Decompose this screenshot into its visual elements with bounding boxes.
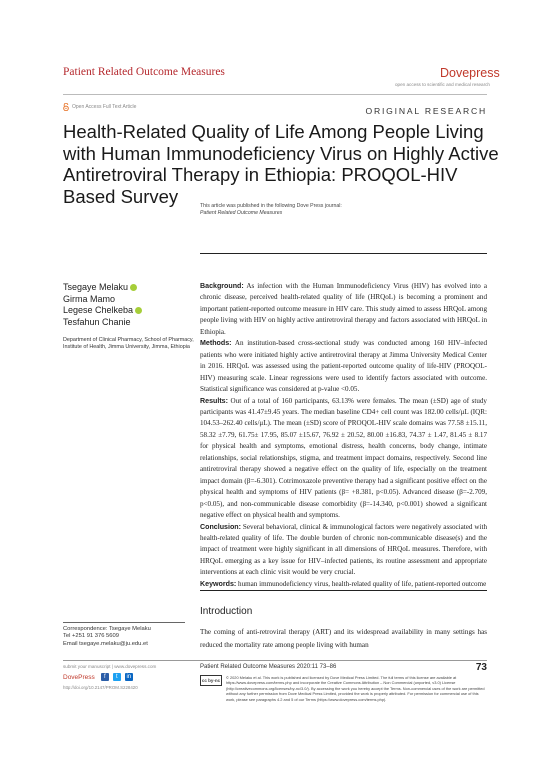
introduction-text: The coming of anti-retroviral therapy (ART) and its widespread availability in many settings has reduced the mortality rate among people living with human [200, 628, 487, 649]
author-name: Tsegaye Melaku [63, 282, 129, 292]
author-item[interactable] [63, 305, 193, 317]
submit-link[interactable]: submit your manuscript | www.dovepress.com [63, 664, 157, 669]
creative-commons-icon[interactable]: cc by-nc [200, 675, 222, 686]
license-block [200, 675, 487, 702]
article-title: Health-Related Quality of Life Among People Living with Human Immunodeficiency Virus on Highly Active Antiretroviral Therapy in Ethiopia: PROQOL-HIV Based Survey [63, 121, 499, 207]
correspondence-email[interactable]: Email tsegaye.melaku@ju.edu.et [63, 640, 148, 647]
keywords-text: human immunodeficiency virus, health-related quality of life, patient-reported outcome [238, 579, 487, 588]
orcid-icon[interactable] [130, 284, 137, 291]
abstract-bottom-divider [200, 590, 487, 591]
results-text: Out of a total of 160 participants, 63.13% were females. The mean (±SD) age of study participants was 41.47±9.45 years. The median baseline CD4+ cell count was 182.00 cells/μL (IQR: 104.53–262.40 cells/μL). The mean (±SD) score of PROQOL-HIV scale domains was 77.58 ±15.11, 58.32 ±7.79, 61.75± 17.95, 85.07 ±15.67, 76.92 ± 20.52, 80.00 ±16.83, 74.37 ± 1.47, 81.45 ± 8.17 for physical health and symptoms, emotional distress, health concerns, body change, intimate relationships, social relationships, stigma, and treatment impact domains, respectively. Second line antiretroviral therapy showed a negative effect on the quality of life, especially on the treatment impact domain (β=-6.301). Cotrimoxazole preventive therapy had a significant positive effect on the physical health and symptoms of HIV patients (β= +8.381, p<0.05). Advanced disease (β=-2.709, p<0.05), and non-communicable disease comorbidity (β=-14.340, p<0.001) showed a significant negative effect on physical health and symptoms. [200, 396, 487, 520]
abstract-keywords [200, 579, 487, 590]
social-links [101, 673, 133, 681]
author-list [63, 282, 193, 328]
abstract-background [200, 281, 487, 338]
journal-name: Patient Related Outcome Measures [63, 66, 225, 78]
header-divider [63, 94, 487, 95]
publication-note-line1: This article was published in the following Dove Press journal: [200, 203, 342, 209]
author-item[interactable] [63, 317, 193, 329]
facebook-icon[interactable]: f [101, 673, 109, 681]
footer-brand-row [63, 673, 133, 681]
affiliation: Department of Clinical Pharmacy, School of Pharmacy, Institute of Health, Jimma University, Jimma, Ethiopia [63, 337, 194, 351]
footer-divider [63, 660, 487, 661]
license-text: © 2020 Melaku et al. This work is published and licensed by Dove Medical Press Limited. The full terms of this license are available at https://www.dovepress.com/terms.php and incorporate the Creative Commons Attribution – Non Commercial (unported, v3.0) License (http://creativecommons.org/licenses/by-nc/3.0/). By accessing the work you hereby accept the Terms. Non-commercial uses of the work are permitted without any further permission from Dove Medical Press Limited, provided the work is properly attributed. For permission for commercial use of this work, please see paragraphs 4.2 and 5 of our Terms (https://www.dovepress.com/terms.php). [226, 675, 485, 702]
background-text: As infection with the Human Immunodeficiency Virus (HIV) has evolved into a chronic disease, perceived health-related quality of life (HRQoL) is becoming a prominent and important patient-reported outcome measure in HIV care. This study aimed to assess HRQoL among people living with HIV on highly active antiretroviral therapy and factors associated with HRQoL in Ethiopia. [200, 282, 487, 336]
conclusion-text: Several behavioral, clinical & immunological factors were negatively associated with health-related quality of life. The double burden of chronic non-communicable disease(s) and the impact of treatment were highly significant in all dimensions of HRQoL measures. Therefore, with HRQoL emerging as a key issue for HIV–infected patients, its routine assessment and appropriate interventions at each clinic visit would be very crucial. [200, 522, 487, 577]
correspondence-phone: Tel +251 91 376 5609 [63, 633, 119, 640]
correspondence-divider [63, 622, 185, 623]
keywords-label: Keywords: [200, 579, 237, 588]
publisher-logo[interactable]: Dovepress [440, 66, 500, 80]
correspondence-name: Correspondence: Tsegaye Melaku [63, 626, 151, 632]
footer-brand[interactable]: DovePress [63, 673, 95, 681]
methods-label: Methods: [200, 339, 232, 348]
publication-note-journal: Patient Related Outcome Measures [200, 210, 283, 216]
open-access-badge [63, 103, 136, 111]
open-access-icon [63, 103, 69, 111]
abstract-methods [200, 338, 487, 395]
doi-link[interactable]: http://doi.org/10.2147/PROM.S228420 [63, 685, 138, 690]
linkedin-icon[interactable]: in [126, 674, 132, 680]
methods-text: An institution-based cross-sectional study was conducted among 160 HIV–infected patients who were initiated highly active antiretroviral therapy at Jimma University Medical Center in 2016. HRQoL was assessed using the patient-reported outcome quality of life-HIV (PROQOL-HIV) measuring scale. Linear regressions were used to identify factors associated with outcome. Statistical significance was considered at p-value <0.05. [200, 339, 487, 394]
abstract-conclusion [200, 522, 487, 579]
abstract-results [200, 396, 487, 522]
background-label: Background: [200, 282, 244, 290]
publisher-tagline: open access to scientific and medical research [395, 82, 490, 87]
open-access-label: Open Access Full Text Article [72, 104, 137, 110]
author-item[interactable] [63, 294, 193, 306]
author-name: Girma Mamo [63, 293, 116, 304]
author-name: Legese Chelkeba [63, 305, 134, 315]
introduction-heading: Introduction [200, 606, 253, 617]
journal-citation: Patient Related Outcome Measures 2020:11 73–86 [200, 664, 337, 670]
author-name: Tesfahun Chanie [63, 316, 131, 327]
publication-note [200, 203, 400, 217]
conclusion-label: Conclusion: [200, 522, 241, 531]
orcid-icon[interactable] [135, 307, 142, 314]
abstract-top-divider [200, 253, 487, 254]
page-number: 73 [475, 662, 487, 673]
abstract [200, 281, 487, 590]
author-item[interactable] [63, 282, 193, 294]
article-type: ORIGINAL RESEARCH [365, 106, 487, 116]
results-label: Results: [200, 396, 228, 405]
correspondence [63, 626, 193, 648]
twitter-icon[interactable]: t [113, 673, 121, 681]
